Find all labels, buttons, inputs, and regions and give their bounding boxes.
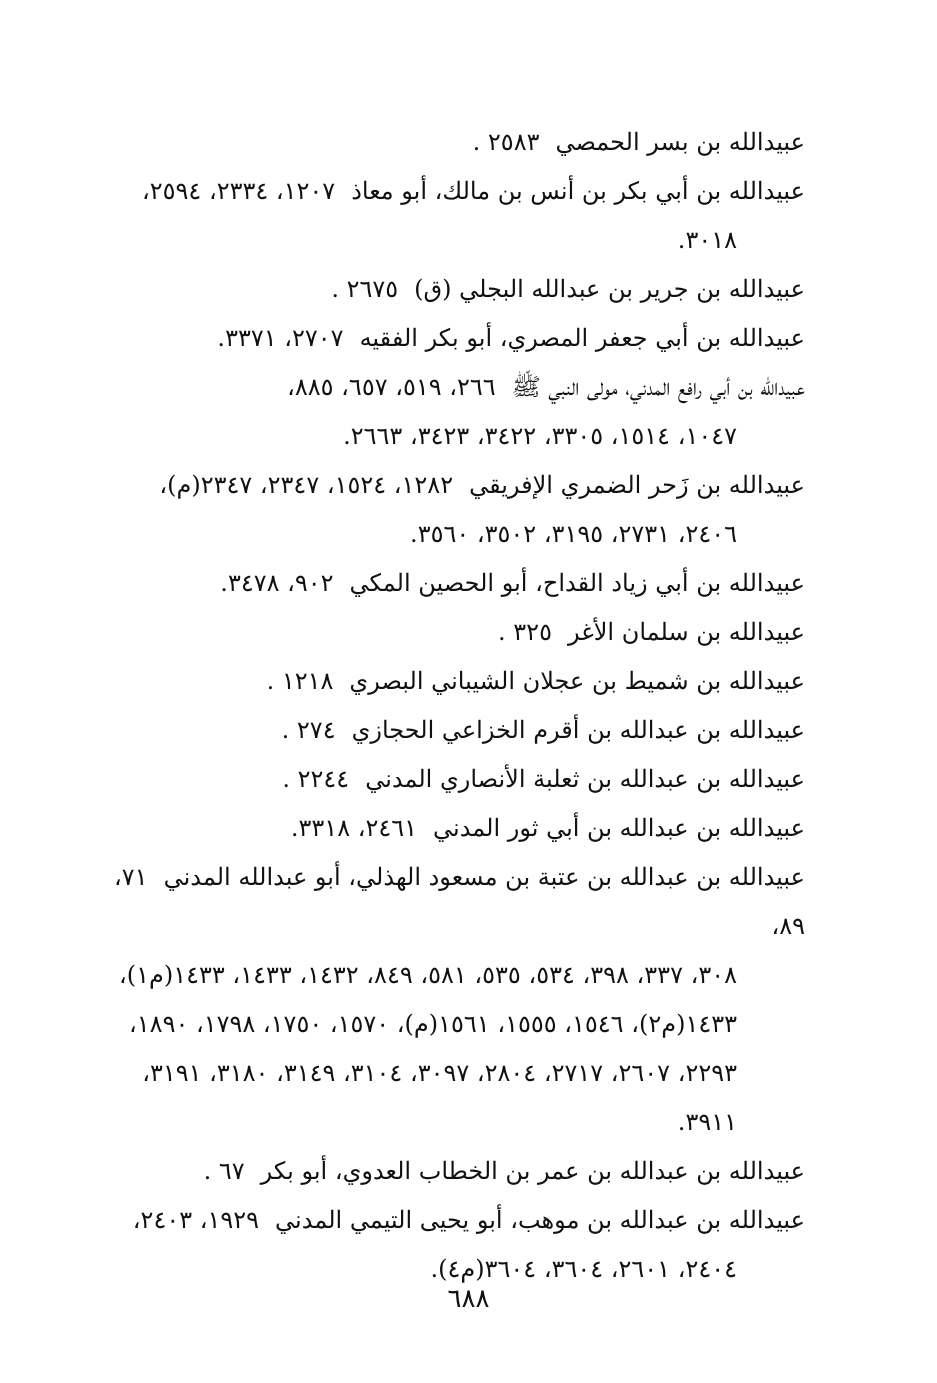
- index-entry: [100, 1147, 805, 1196]
- entry-name: عبيدالله بن أبي زياد القداح، أبو الحصين المكي: [349, 569, 805, 597]
- entry-name: عبيدالله بن أبي رافع المدني، مولى النبي ﷺ: [511, 373, 805, 401]
- entry-name: عبيدالله بن شميط بن عجلان الشيباني البصري: [349, 667, 805, 695]
- entry-refs-continued: ١٠٤٧، ١٥١٤، ٣٣٠٥، ٣٤٢٢، ٣٤٢٣، ٢٦٦٣.: [343, 422, 737, 450]
- index-entry: [100, 608, 805, 657]
- index-entry: [100, 559, 805, 608]
- entry-name: عبيدالله بن عبدالله بن عمر بن الخطاب العدوي، أبو بكر: [260, 1157, 805, 1185]
- entry-refs-continued: ٣٠١٨.: [677, 226, 737, 254]
- index-entry: [100, 853, 805, 1147]
- entry-name: عبيدالله بن عبدالله بن أبي ثور المدني: [433, 814, 805, 842]
- index-entry: [100, 1196, 805, 1294]
- entry-refs: ١٢١٨ .: [266, 667, 334, 695]
- entry-name: عبيدالله بن جرير بن عبدالله البجلي (ق): [414, 275, 805, 303]
- index-entry: [100, 167, 805, 265]
- index-entry: [100, 118, 805, 167]
- entry-refs: ٢٧٤ .: [281, 716, 336, 744]
- entry-name: عبيدالله بن بسر الحمصي: [555, 128, 805, 156]
- entry-refs: ٦٧ .: [203, 1157, 245, 1185]
- entry-refs-continued: ٣٠٨، ٣٣٧، ٣٩٨، ٥٣٤، ٥٣٥، ٥٨١، ٨٤٩، ١٤٣٢، ١٤٣٣، ١٤٣٣(م١)، ١٤٣٣(م٢)، ١٥٤٦، ١٥٥٥، ١٥٦١(م)، ١٥٧٠، ١٧٥٠، ١٧٩٨، ١٨٩٠، ٢٢٩٣، ٢٦٠٧، ٢٧١٧، ٢٨٠٤، ٣٠٩٧، ٣١٠٤، ٣١٤٩، ٣١٨٠، ٣١٩١، ٣٩١١.: [119, 961, 737, 1136]
- entry-refs: ١٢٠٧، ٢٣٣٤، ٢٥٩٤،: [142, 177, 336, 205]
- index-entries: [100, 118, 805, 1294]
- entry-name: عبيدالله بن عبدالله بن عتبة بن مسعود الهذلي، أبو عبدالله المدني: [163, 863, 805, 891]
- entry-refs: ٩٠٢، ٣٤٧٨.: [220, 569, 334, 597]
- entry-refs: ١٩٢٩، ٢٤٠٣،: [132, 1206, 260, 1234]
- entry-refs: ٢٤٦١، ٣٣١٨.: [290, 814, 418, 842]
- index-entry: [100, 461, 805, 559]
- entry-name: عبيدالله بن أبي جعفر المصري، أبو بكر الفقيه: [359, 324, 805, 352]
- entry-refs: ٢٧٠٧، ٣٣٧١.: [217, 324, 344, 352]
- entry-name: عبيدالله بن عبدالله بن ثعلبة الأنصاري المدني: [365, 765, 805, 793]
- index-entry: [100, 804, 805, 853]
- index-entry: [100, 657, 805, 706]
- entry-refs: ٢٦٧٥ .: [331, 275, 399, 303]
- entry-refs: ٢٢٤٤ .: [282, 765, 350, 793]
- index-entry: [100, 755, 805, 804]
- entry-name: عبيدالله بن أبي بكر بن أنس بن مالك، أبو معاذ: [351, 177, 805, 205]
- index-entry: [100, 706, 805, 755]
- entry-refs: ١٢٨٢، ١٥٢٤، ٢٣٤٧، ٢٣٤٧(م)،: [159, 471, 454, 499]
- index-entry: [100, 314, 805, 363]
- index-entry: [100, 265, 805, 314]
- entry-refs: ٣٢٥ .: [498, 618, 552, 646]
- index-entry: [100, 363, 805, 461]
- entry-name: عبيدالله بن عبدالله بن أقرم الخزاعي الحجازي: [351, 716, 805, 744]
- entry-refs-continued: ٢٤٠٤، ٢٦٠١، ٣٦٠٤، ٣٦٠٤(م٤).: [430, 1255, 737, 1283]
- entry-refs: ٧١، ٨٩،: [114, 863, 805, 940]
- entry-refs-continued: ٢٤٠٦، ٢٧٣١، ٣١٩٥، ٣٥٠٢، ٣٥٦٠.: [410, 520, 737, 548]
- entry-name: عبيدالله بن زَحر الضمري الإفريقي: [469, 471, 805, 499]
- entry-refs: ٢٦٦، ٥١٩، ٦٥٧، ٨٨٥،: [287, 373, 496, 401]
- entry-name: عبيدالله بن سلمان الأغر: [567, 618, 805, 646]
- entry-name: عبيدالله بن عبدالله بن موهب، أبو يحيى التيمي المدني: [275, 1206, 805, 1234]
- entry-refs: ٢٥٨٣ .: [472, 128, 540, 156]
- page-number: ٦٨٨: [447, 1284, 490, 1314]
